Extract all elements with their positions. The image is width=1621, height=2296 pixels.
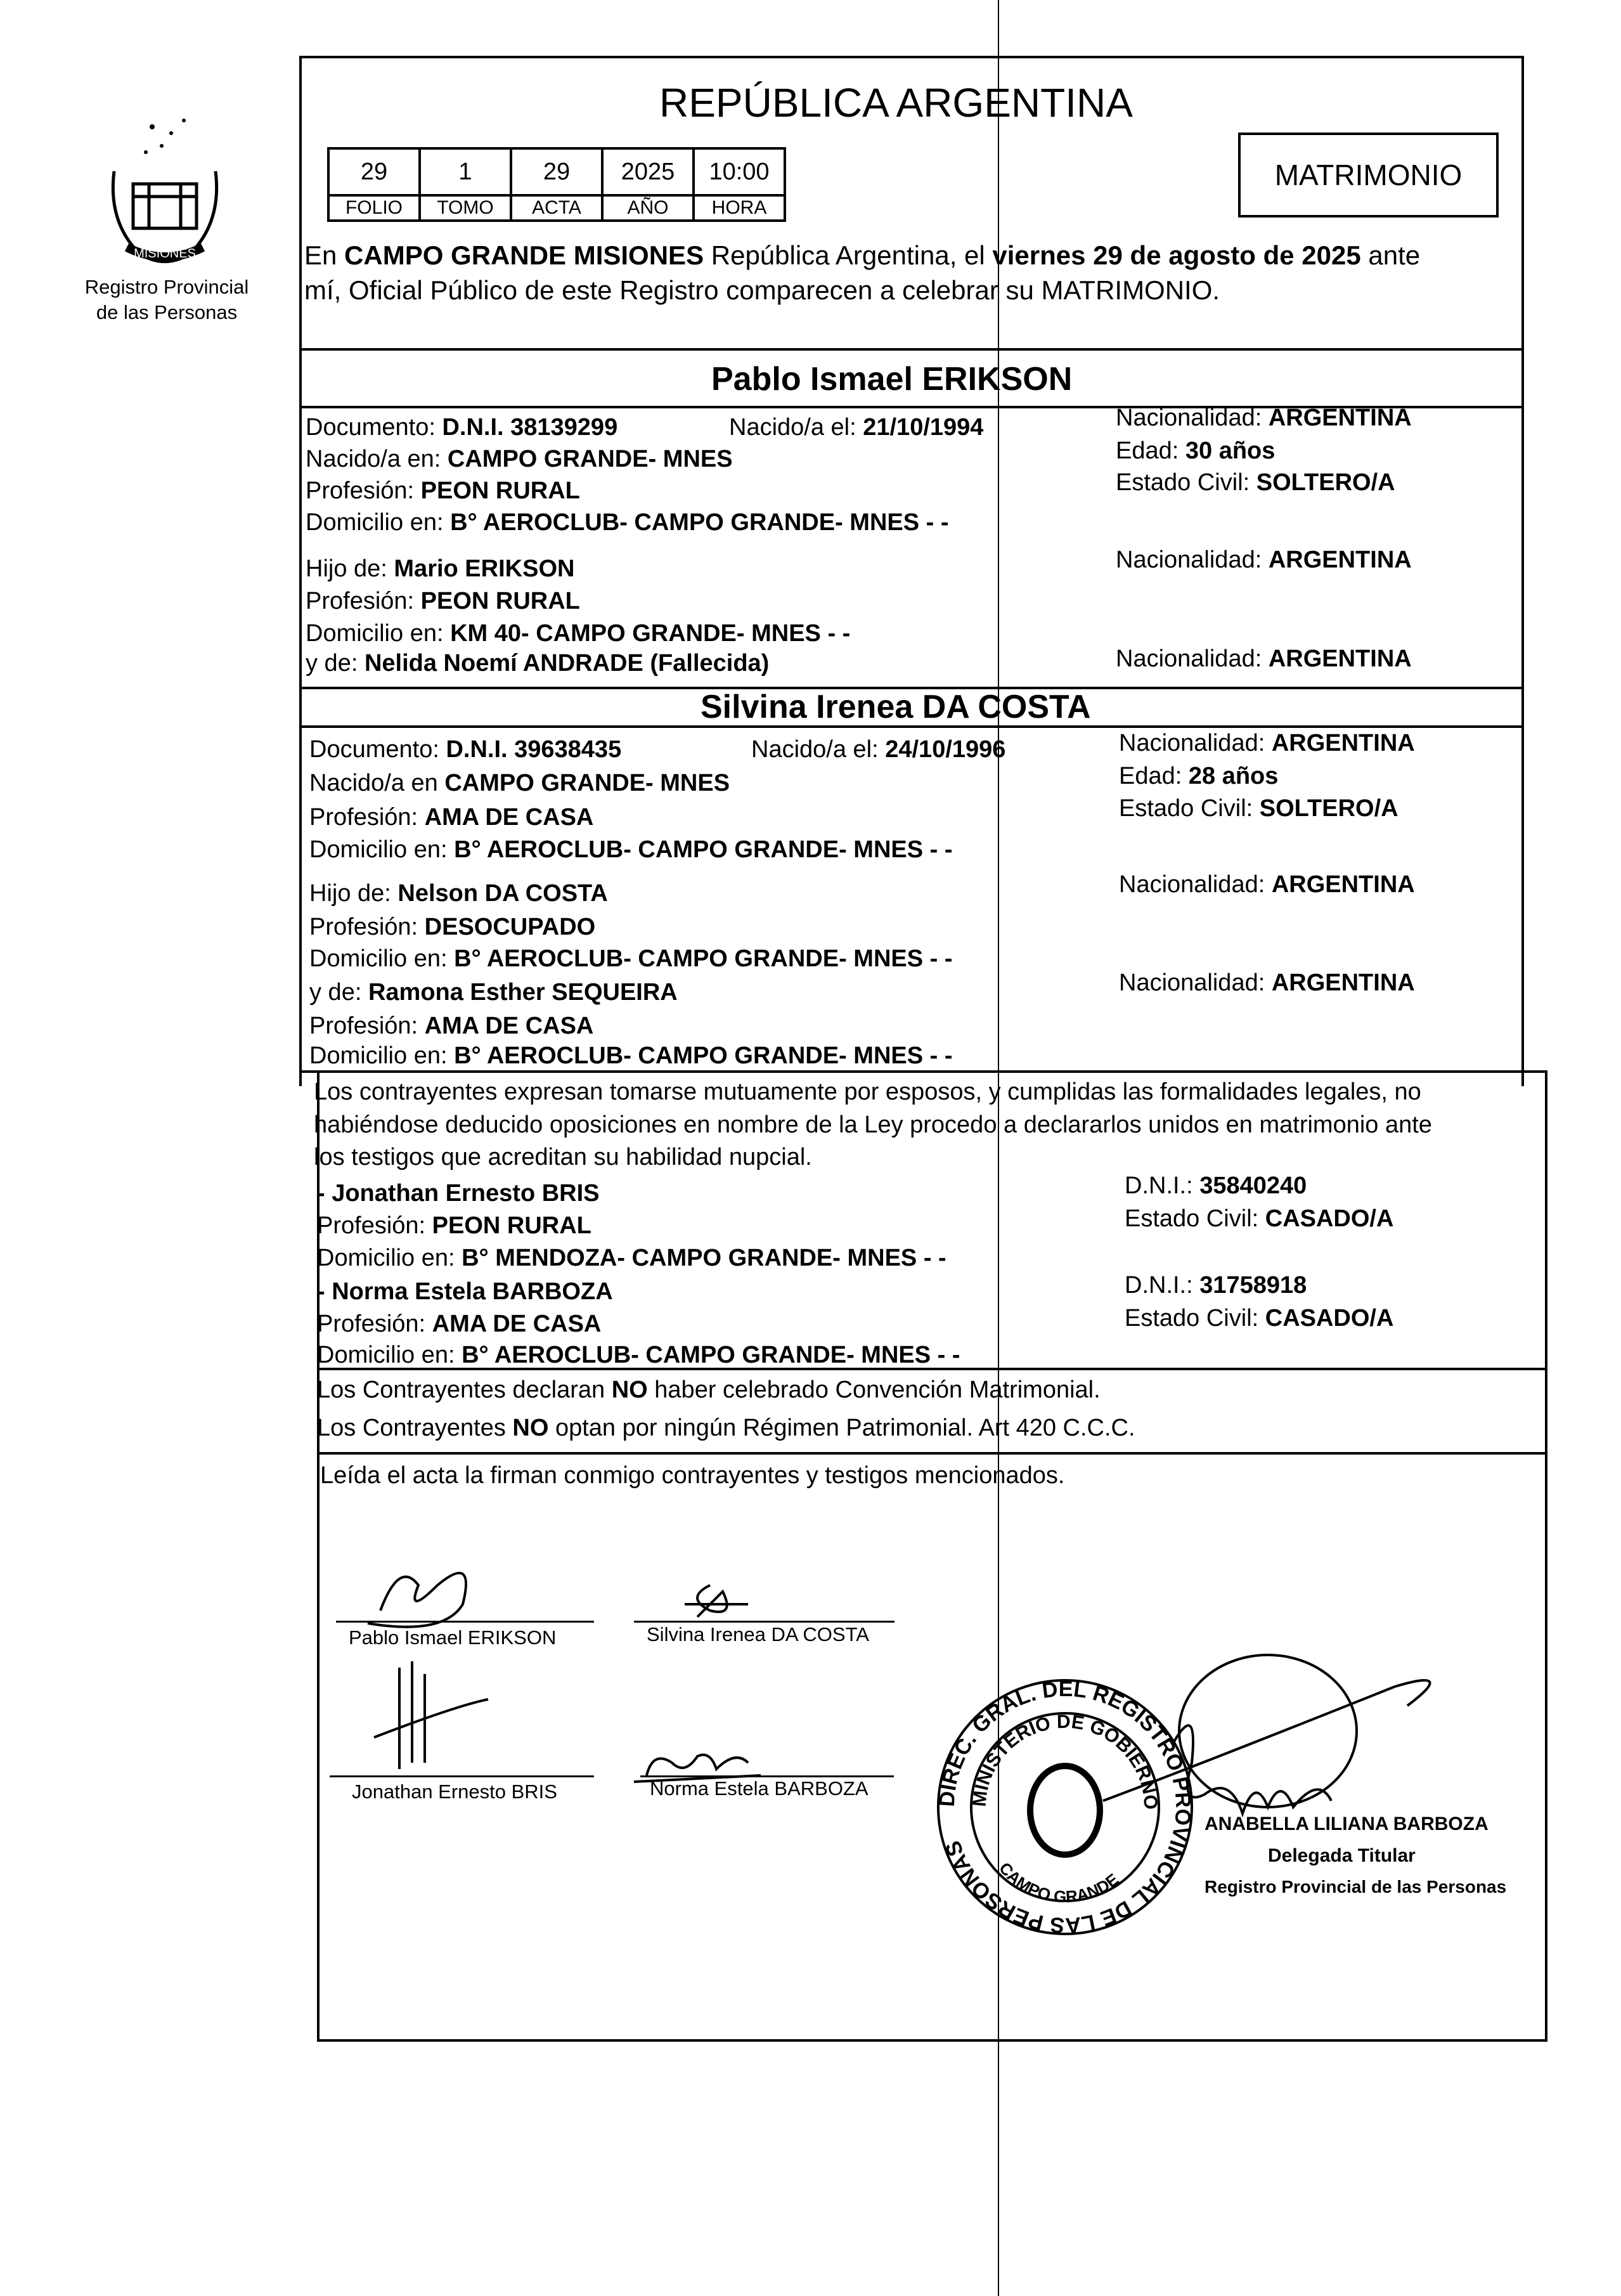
- logo-label-line2: de las Personas: [96, 301, 238, 323]
- declaration-line1: Los contrayentes expresan tomarse mutuamente por esposos, y cumplidas las formalidades legales, no: [314, 1079, 1421, 1105]
- document-title: REPÚBLICA ARGENTINA: [659, 80, 1133, 126]
- bride-father-profesion: Profesión: DESOCUPADO: [309, 914, 596, 940]
- tomo-value: 1: [420, 148, 511, 195]
- signature-label-witness1: Jonathan Ernesto BRIS: [352, 1780, 557, 1803]
- signature-bride: [685, 1585, 748, 1617]
- signature-groom: [368, 1573, 466, 1627]
- groom-father: Hijo de: Mario ERIKSON: [306, 555, 575, 582]
- bride-name-heading: Silvina Irenea DA COSTA: [701, 689, 1091, 725]
- handwritten-signatures: [330, 1547, 964, 1813]
- folio-label: FOLIO: [328, 195, 420, 221]
- witness1-name: - Jonathan Ernesto BRIS: [317, 1180, 600, 1207]
- groom-father-nacionalidad: Nacionalidad: ARGENTINA: [1116, 547, 1412, 573]
- groom-edad: Edad: 30 años: [1116, 438, 1275, 464]
- intro-line1: En CAMPO GRANDE MISIONES República Argentina, el viernes 29 de agosto de 2025 ante: [304, 240, 1421, 270]
- witness2-dni: D.N.I.: 31758918: [1125, 1272, 1307, 1299]
- hora-label: HORA: [694, 195, 785, 221]
- bride-father: Hijo de: Nelson DA COSTA: [309, 880, 608, 907]
- witness2-domicilio: Domicilio en: B° AEROCLUB- CAMPO GRANDE- MNES - -: [317, 1342, 960, 1368]
- groom-estado-civil: Estado Civil: SOLTERO/A: [1116, 469, 1395, 496]
- groom-mother: y de: Nelida Noemí ANDRADE (Fallecida): [306, 650, 770, 677]
- bride-documento: Documento: D.N.I. 39638435: [309, 736, 622, 763]
- acta-label: ACTA: [511, 195, 602, 221]
- tomo-label: TOMO: [420, 195, 511, 221]
- witness2-name: - Norma Estela BARBOZA: [317, 1278, 613, 1305]
- folio-value: 29: [328, 148, 420, 195]
- bride-father-nacionalidad: Nacionalidad: ARGENTINA: [1119, 871, 1415, 898]
- bride-nacionalidad: Nacionalidad: ARGENTINA: [1119, 730, 1415, 756]
- groom-name-heading: Pablo Ismael ERIKSON: [711, 361, 1073, 398]
- witness1-estado-civil: Estado Civil: CASADO/A: [1125, 1205, 1394, 1232]
- groom-nacido-el: Nacido/a el: 21/10/1994: [729, 414, 984, 441]
- crest-text: MISIONES: [134, 247, 196, 261]
- convention-line2: Los Contrayentes NO optan por ningún Régimen Patrimonial. Art 420 C.C.C.: [317, 1415, 1135, 1441]
- stamp-inner-text: MINISTERIO DE GOBIERNO: [969, 1711, 1161, 1810]
- bride-estado-civil: Estado Civil: SOLTERO/A: [1119, 795, 1398, 822]
- groom-nacionalidad: Nacionalidad: ARGENTINA: [1116, 405, 1412, 431]
- certificate-type-box: MATRIMONIO: [1238, 133, 1499, 217]
- groom-nacido-en: Nacido/a en: CAMPO GRANDE- MNES: [306, 446, 733, 472]
- misiones-crest-icon: [89, 108, 241, 273]
- groom-documento: Documento: D.N.I. 38139299: [306, 414, 618, 441]
- bride-edad: Edad: 28 años: [1119, 763, 1279, 789]
- convention-line1: Los Contrayentes declaran NO haber celebrado Convención Matrimonial.: [317, 1377, 1101, 1403]
- hora-value: 10:00: [694, 148, 785, 195]
- official-office: Registro Provincial de las Personas: [1204, 1877, 1507, 1897]
- witness2-estado-civil: Estado Civil: CASADO/A: [1125, 1305, 1394, 1332]
- bride-mother-nacionalidad: Nacionalidad: ARGENTINA: [1119, 970, 1415, 996]
- groom-father-domicilio: Domicilio en: KM 40- CAMPO GRANDE- MNES - -: [306, 620, 851, 647]
- svg-text:CAMPO GRANDE: [995, 1858, 1122, 1906]
- bride-nacido-en: Nacido/a en CAMPO GRANDE- MNES: [309, 770, 730, 796]
- bride-mother-domicilio: Domicilio en: B° AEROCLUB- CAMPO GRANDE- MNES - -: [309, 1042, 953, 1069]
- bride-father-domicilio: Domicilio en: B° AEROCLUB- CAMPO GRANDE- MNES - -: [309, 945, 953, 972]
- signature-label-bride: Silvina Irenea DA COSTA: [647, 1623, 869, 1645]
- witness1-domicilio: Domicilio en: B° MENDOZA- CAMPO GRANDE- MNES - -: [317, 1245, 946, 1271]
- witness1-profesion: Profesión: PEON RURAL: [317, 1212, 591, 1239]
- bride-mother: y de: Ramona Esther SEQUEIRA: [309, 979, 678, 1006]
- groom-domicilio: Domicilio en: B° AEROCLUB- CAMPO GRANDE- MNES - -: [306, 509, 949, 536]
- official-name: ANABELLA LILIANA BARBOZA: [1204, 1813, 1489, 1834]
- witness2-profesion: Profesión: AMA DE CASA: [317, 1311, 602, 1337]
- stamp-bottom-text: CAMPO GRANDE: [995, 1858, 1123, 1907]
- groom-father-profesion: Profesión: PEON RURAL: [306, 588, 580, 614]
- bride-nacido-el: Nacido/a el: 24/10/1996: [751, 736, 1006, 763]
- signature-label-groom: Pablo Ismael ERIKSON: [349, 1626, 557, 1649]
- signature-witness1: [374, 1661, 488, 1769]
- scan-fold-line: [998, 0, 999, 2296]
- bride-mother-profesion: Profesión: AMA DE CASA: [309, 1013, 594, 1039]
- intro-line2: mí, Oficial Público de este Registro comparecen a celebrar su MATRIMONIO.: [304, 275, 1220, 305]
- logo-label-line1: Registro Provincial: [84, 276, 249, 298]
- groom-mother-nacionalidad: Nacionalidad: ARGENTINA: [1116, 645, 1412, 672]
- bride-domicilio: Domicilio en: B° AEROCLUB- CAMPO GRANDE- MNES - -: [309, 836, 953, 863]
- stamp-outer-text: DIREC. GRAL. DEL REGISTRO PROVINCIAL DE LAS PERSONAS: [934, 1677, 1196, 1938]
- official-title: Delegada Titular: [1268, 1845, 1416, 1866]
- declaration-line2: habiéndose deducido oposiciones en nombre de la Ley procedo a declararlos unidos en matrimonio ante: [314, 1112, 1432, 1138]
- groom-profesion: Profesión: PEON RURAL: [306, 477, 580, 504]
- registry-table: [327, 147, 786, 222]
- anio-value: 2025: [602, 148, 694, 195]
- witness1-dni: D.N.I.: 35840240: [1125, 1172, 1307, 1199]
- anio-label: AÑO: [602, 195, 694, 221]
- signature-label-witness2: Norma Estela BARBOZA: [650, 1777, 869, 1800]
- declaration-line3: los testigos que acreditan su habilidad nupcial.: [314, 1144, 812, 1171]
- closing-text: Leída el acta la firman conmigo contrayentes y testigos mencionados.: [320, 1462, 1065, 1489]
- acta-value: 29: [511, 148, 602, 195]
- bride-profesion: Profesión: AMA DE CASA: [309, 804, 594, 831]
